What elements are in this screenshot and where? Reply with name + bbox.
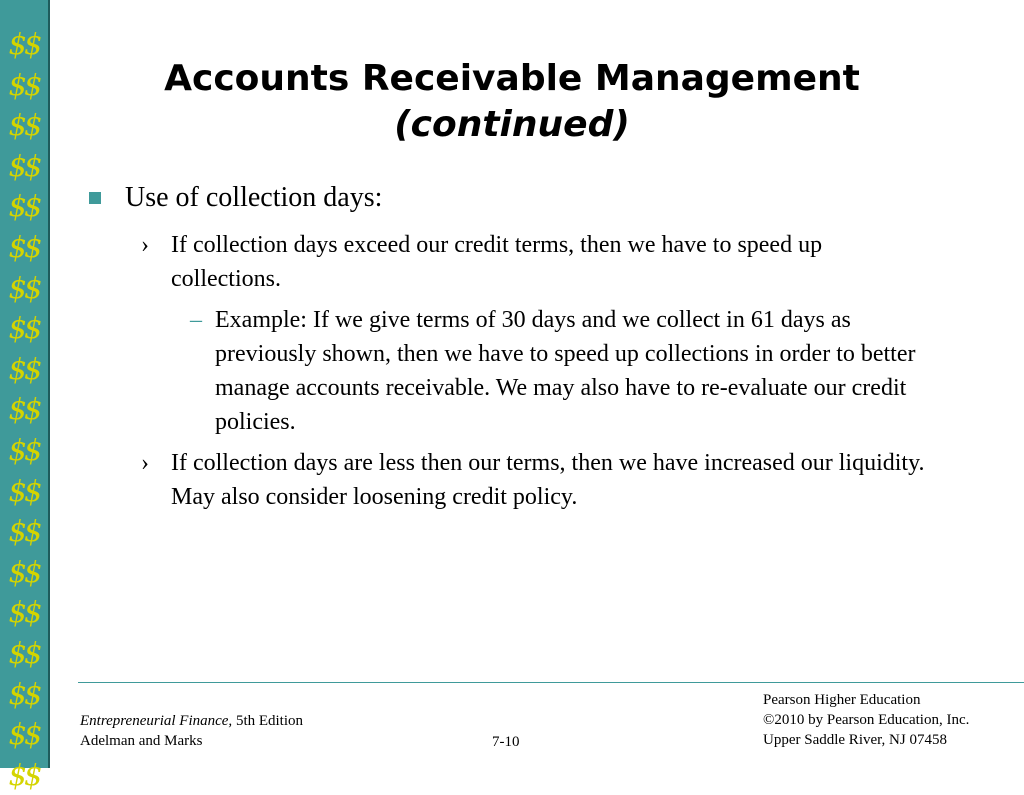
- footer-divider: [78, 682, 1024, 683]
- dollar-sign-icon: $$: [8, 311, 40, 346]
- dash-bullet-icon: –: [190, 307, 202, 333]
- square-bullet-icon: [89, 192, 101, 204]
- bullet-level1-text: Use of collection days:: [125, 182, 383, 213]
- footer-publisher: Pearson Higher Education: [763, 692, 921, 708]
- dollar-sign-icon: $$: [8, 189, 40, 224]
- dollar-sign-icon: $$: [8, 595, 40, 630]
- footer-publisher-info: [763, 690, 969, 750]
- dollar-sign-icon: $$: [8, 230, 40, 264]
- title-text: Accounts Receivable Management: [164, 58, 860, 99]
- footer-edition: 5th Edition: [232, 713, 304, 729]
- chevron-bullet-icon: ›: [141, 232, 149, 258]
- dollar-sign-icon: $$: [8, 554, 40, 589]
- footer-book-info: [80, 711, 303, 751]
- dollar-sign-icon: $$: [8, 67, 40, 102]
- footer-location: Upper Saddle River, NJ 07458: [763, 732, 947, 748]
- dollar-sign-icon: $$: [8, 351, 40, 386]
- dollar-sign-icon: $$: [8, 433, 40, 467]
- chevron-bullet-icon: ›: [141, 450, 149, 476]
- dollar-sign-icon: $$: [8, 148, 40, 183]
- footer-copyright: ©2010 by Pearson Education, Inc.: [763, 712, 970, 728]
- dollar-sign-icon: $$: [8, 717, 40, 752]
- dollar-sign-icon: $$: [8, 757, 40, 792]
- bullet-level2-text-2: If collection days are less then our terms, then we have increased our liquidity. May also consider loosening credit policy.: [171, 450, 925, 510]
- dollar-sign-icon: $$: [8, 473, 40, 508]
- bullet-level2-text-1: If collection days exceed our credit terms, then we have to speed up collections.: [171, 232, 823, 292]
- slide-title: [60, 56, 964, 148]
- dollar-sign-icon: $$: [8, 270, 40, 305]
- dollar-sign-strip: [0, 0, 50, 792]
- footer-authors: Adelman and Marks: [80, 733, 203, 749]
- dollar-sign-icon: $$: [8, 108, 40, 143]
- dollar-sign-icon: $$: [8, 27, 40, 61]
- dollar-sign-icon: $$: [8, 676, 40, 711]
- footer-book-title: Entrepreneurial Finance,: [80, 713, 233, 729]
- footer-page-number: 7-10: [492, 734, 520, 750]
- title-subtitle: (continued): [394, 104, 630, 145]
- dollar-sign-icon: $$: [8, 392, 40, 427]
- bullet-level3-text: Example: If we give terms of 30 days and we collect in 61 days as previously shown, then we have to speed up collections in order to better manage accounts receivable. We may also have to re-evaluate our credit policies.: [215, 307, 916, 435]
- dollar-sign-icon: $$: [8, 636, 40, 670]
- dollar-sign-icon: $$: [8, 514, 40, 549]
